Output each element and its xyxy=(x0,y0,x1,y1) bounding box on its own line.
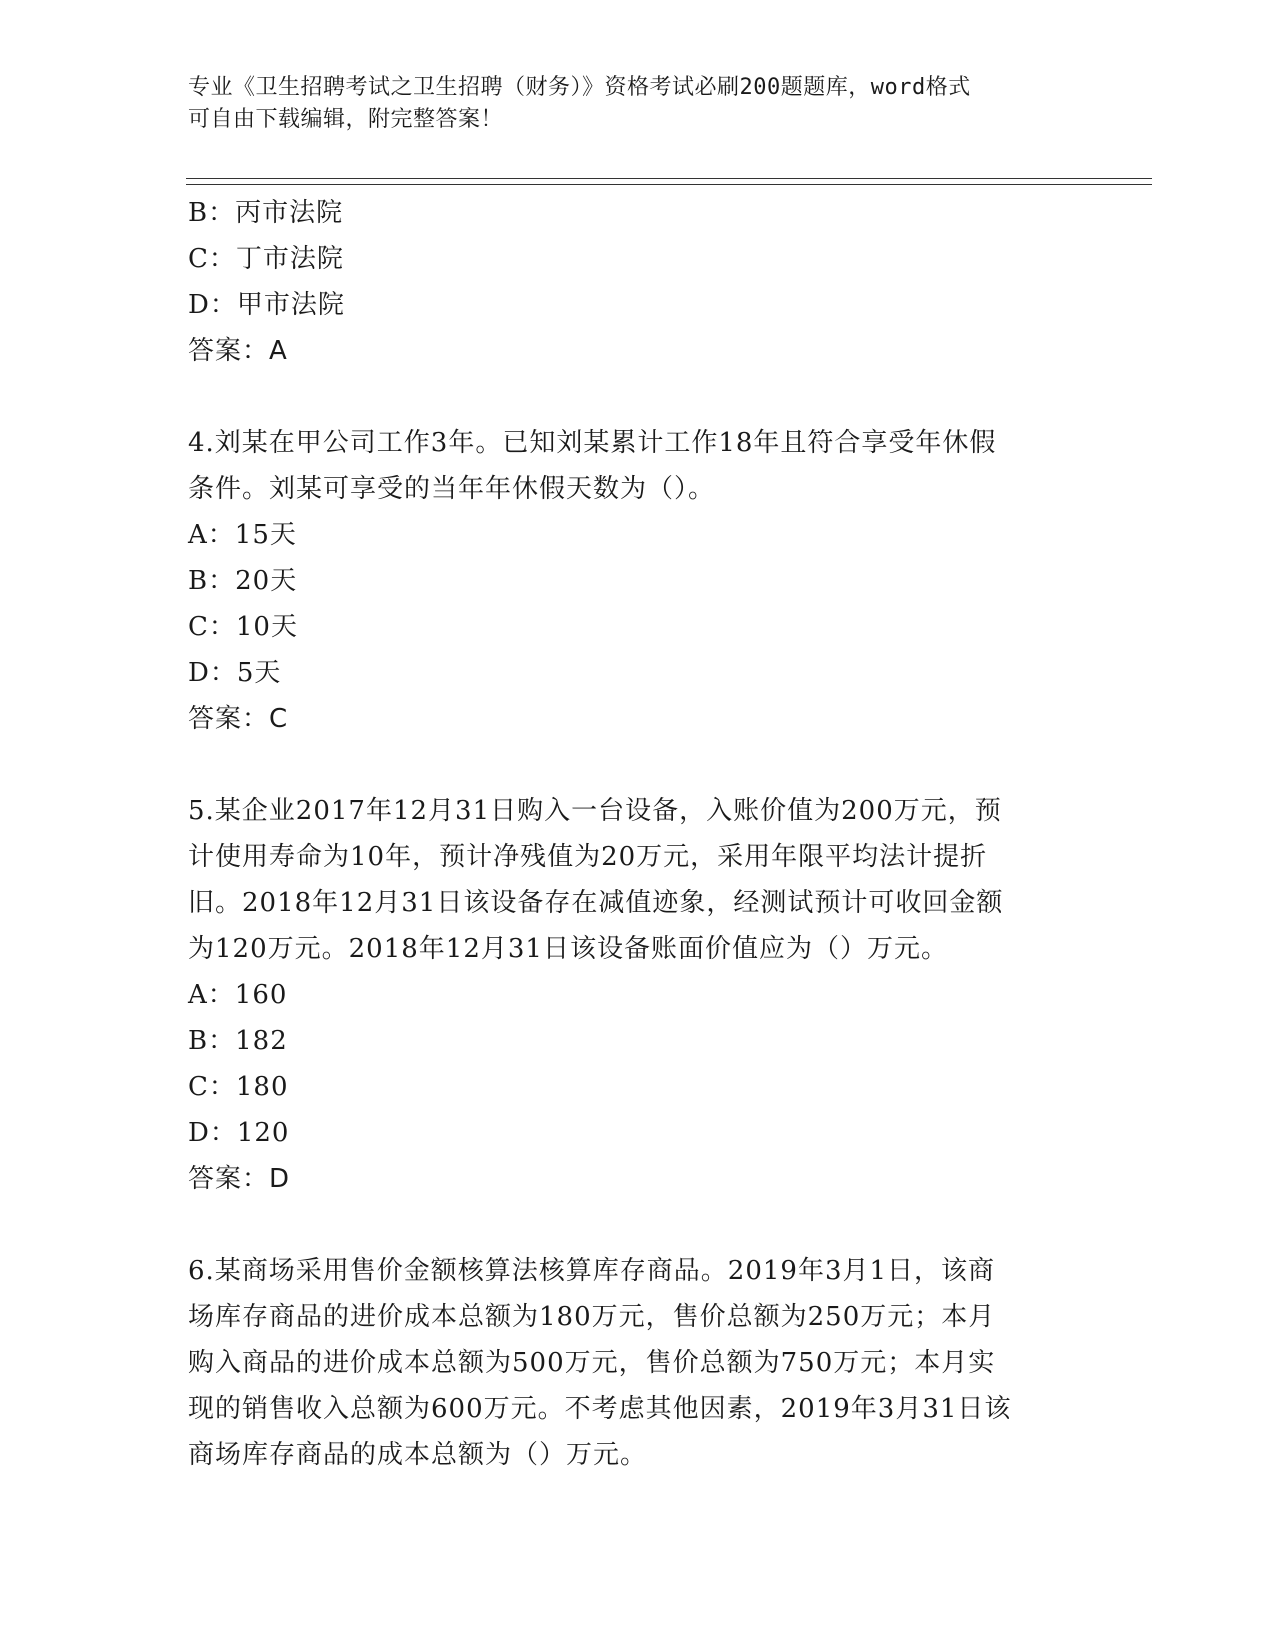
option-a: A：160 xyxy=(188,980,288,1010)
spacer xyxy=(188,374,1088,420)
option-a: A：15天 xyxy=(188,520,297,550)
question-stem-line: 旧。2018年12月31日该设备存在减值迹象，经测试预计可收回金额 xyxy=(188,888,1004,918)
option-d: D：甲市法院 xyxy=(188,290,345,320)
question-5-block xyxy=(188,788,1088,1202)
option-d: D：5天 xyxy=(188,658,282,688)
document-header xyxy=(188,72,1068,136)
question-stem-line: 5.某企业2017年12月31日购入一台设备，入账价值为200万元，预 xyxy=(188,796,1002,826)
header-title-line-1: 专业《卫生招聘考试之卫生招聘（财务）》资格考试必刷200题题库，word格式 xyxy=(188,75,971,100)
question-6-block xyxy=(188,1248,1088,1478)
spacer xyxy=(188,742,1088,788)
option-c: C：180 xyxy=(188,1072,289,1102)
spacer xyxy=(188,1202,1088,1248)
header-title-line-2: 可自由下载编辑，附完整答案！ xyxy=(188,107,504,132)
header-divider xyxy=(186,178,1152,185)
question-stem-line: 4.刘某在甲公司工作3年。已知刘某累计工作18年且符合享受年休假 xyxy=(188,428,997,458)
option-c: C：丁市法院 xyxy=(188,244,344,274)
question-stem-line: 商场库存商品的成本总额为（）万元。 xyxy=(188,1440,648,1470)
question-stem-line: 场库存商品的进价成本总额为180万元，售价总额为250万元；本月 xyxy=(188,1302,996,1332)
question-4-block xyxy=(188,420,1088,742)
option-b: B：丙市法院 xyxy=(188,198,344,228)
question-stem-line: 计使用寿命为10年，预计净残值为20万元，采用年限平均法计提折 xyxy=(188,842,988,872)
answer-line: 答案：C xyxy=(188,704,289,734)
question-stem-line: 为120万元。2018年12月31日该设备账面价值应为（）万元。 xyxy=(188,934,948,964)
question-3-block xyxy=(188,190,1088,374)
question-stem-line: 6.某商场采用售价金额核算法核算库存商品。2019年3月1日，该商 xyxy=(188,1256,996,1286)
question-stem-line: 条件。刘某可享受的当年年休假天数为（）。 xyxy=(188,474,716,504)
question-stem-line: 购入商品的进价成本总额为500万元，售价总额为750万元；本月实 xyxy=(188,1348,996,1378)
option-b: B：20天 xyxy=(188,566,298,596)
question-stem-line: 现的销售收入总额为600万元。不考虑其他因素，2019年3月31日该 xyxy=(188,1394,1012,1424)
option-b: B：182 xyxy=(188,1026,288,1056)
answer-line: 答案：D xyxy=(188,1164,291,1194)
option-c: C：10天 xyxy=(188,612,298,642)
option-d: D：120 xyxy=(188,1118,290,1148)
document-body xyxy=(188,190,1088,1478)
answer-line: 答案：A xyxy=(188,336,288,366)
